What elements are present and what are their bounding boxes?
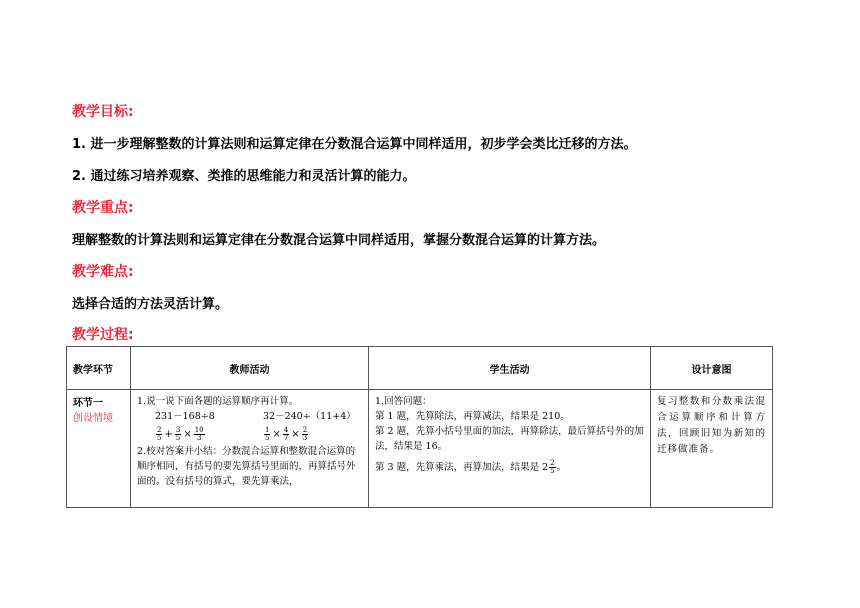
fraction-expressions [137,424,362,444]
lesson-table [66,346,773,508]
integer-expressions [137,409,362,424]
stage-number: 环节一 [73,398,103,409]
header-design: 设计意图 [651,347,773,390]
expression-1: 231－168÷8 [155,411,215,422]
teacher-cell [131,390,369,508]
difficulty-heading: 教学难点: [72,264,134,280]
stage-cell [67,390,131,508]
student-cell [369,390,651,508]
student-line-4: 第 3 题，先算乘法，再算加法，结果是 2 $\frac{2}{5}$ 。 [375,459,567,475]
teacher-line-1: 1.说一说下面各题的运算顺序再计算。 [137,396,299,407]
result-fraction: $\frac{2}{5}$ [550,459,555,475]
table-row [67,390,773,508]
header-teacher: 教师活动 [131,347,369,390]
header-student: 学生活动 [369,347,651,390]
goal-heading: 教学目标: [72,104,134,120]
student-line-2: 第 1 题，先算除法，再算减法，结果是 210。 [375,411,570,422]
goal-item-1: 1. 进一步理解整数的计算法则和运算定律在分数混合运算中同样适用，初步学会类比迁移的方法。 [72,137,637,152]
fraction-expression-b: $\frac{1}{5}$ × $\frac{4}{7}$ × $\frac{2}{3}$ [265,425,308,442]
focus-text: 理解整数的计算法则和运算定律在分数混合运算中同样适用，掌握分数混合运算的计算方法。 [72,233,606,248]
expression-2: 32－240÷（11+4） [263,411,356,422]
goal-item-2: 2. 通过练习培养观察、类推的思维能力和灵活计算的能力。 [72,169,416,184]
stage-name: 创设情境 [73,413,113,424]
student-line-3: 第 2 题，先算小括号里面的加法，再算除法，最后算括号外的加法，结果是 16。 [375,426,644,452]
process-heading: 教学过程: [72,327,134,343]
fraction-expression-a: $\frac{2}{5}$ + $\frac{3}{5}$ × $\frac{10}{3}$ [157,425,204,442]
design-text: 复习整数和分数乘法混合运算顺序和计算方法，回顾旧知为新知的迁移做准备。 [657,396,766,455]
focus-heading: 教学重点: [72,200,134,216]
header-stage: 教学环节 [67,347,131,390]
design-cell [651,390,773,508]
teacher-line-2: 2.校对答案并小结：分数混合运算和整数混合运算的顺序相同，有括号的要先算括号里面的，再算括号外面的。没有括号的算式，要先算乘法， [137,446,356,487]
student-line-1: 1.回答问题： [375,396,432,407]
table-header-row [67,347,773,390]
difficulty-text: 选择合适的方法灵活计算。 [72,297,229,312]
